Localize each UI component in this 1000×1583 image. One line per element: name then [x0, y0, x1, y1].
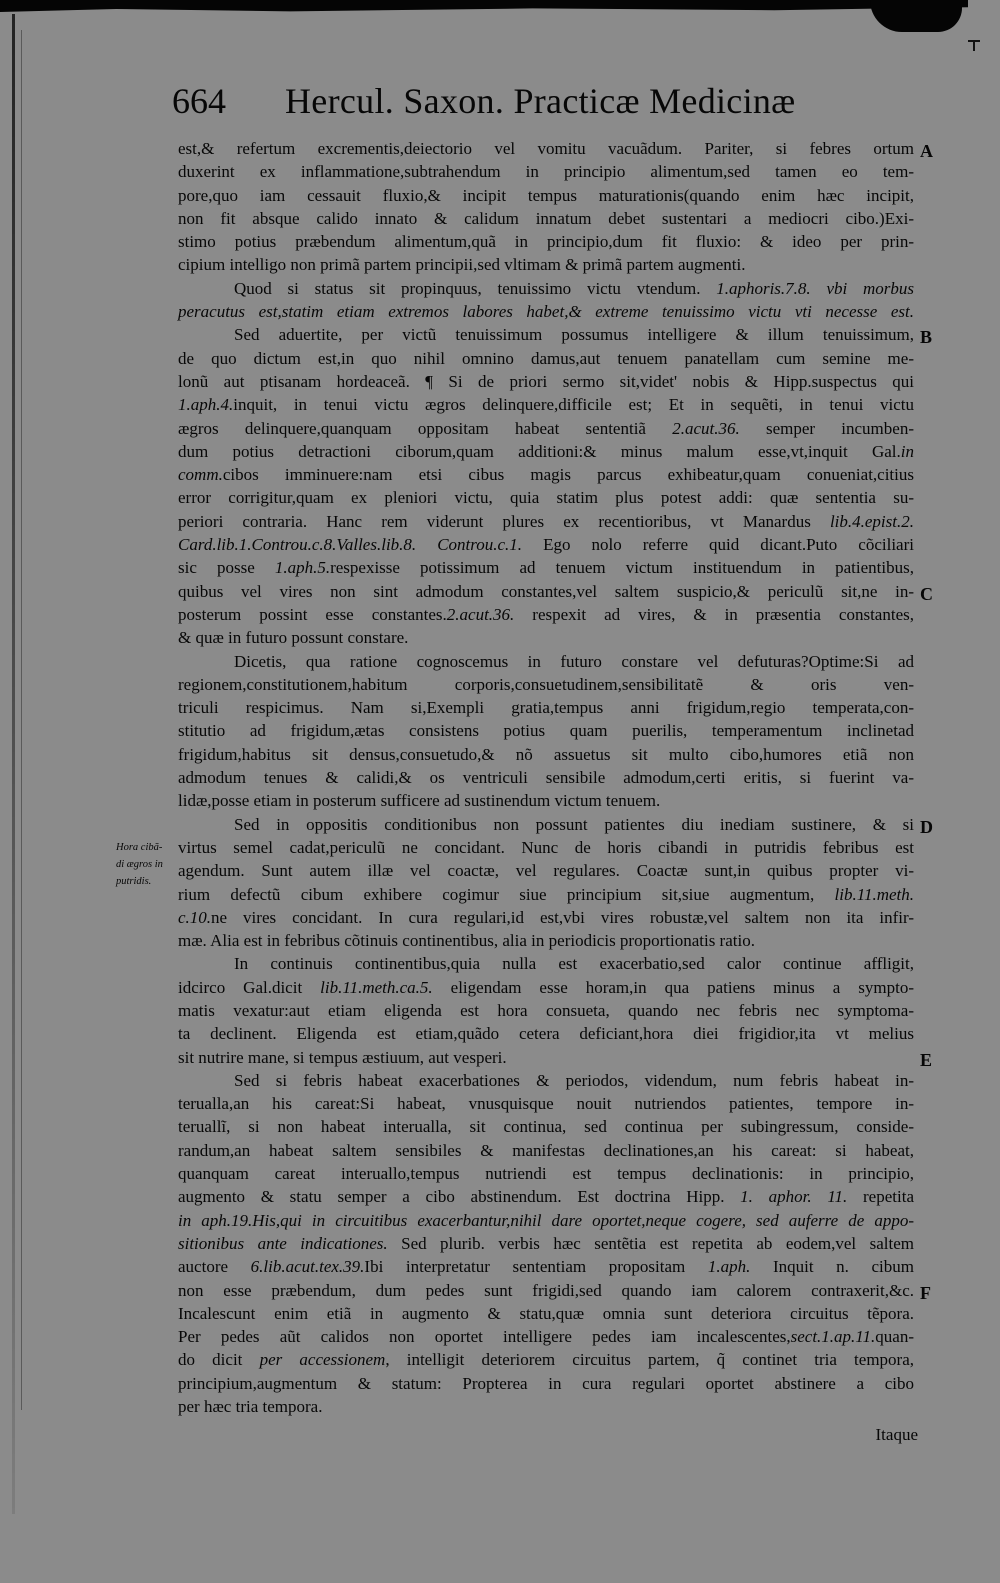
- text-run: agendum. Sunt autem illæ vel coactæ, vel regulares. Coactæ sunt,in quibus propter vi-: [178, 861, 914, 881]
- text-line: [178, 1395, 914, 1418]
- paragraph: [178, 952, 933, 1070]
- text-line: [178, 370, 914, 393]
- paragraph: [116, 813, 933, 953]
- text-line: [178, 533, 914, 556]
- text-line: [178, 1302, 914, 1325]
- citation-run: c.10.: [178, 907, 212, 927]
- text-line: [178, 510, 914, 533]
- citation-run: sect.1.ap.11.: [790, 1327, 876, 1347]
- text-line: [178, 929, 914, 952]
- text-line: [178, 300, 914, 323]
- text-run: quibus vel vires non sint admodum constantes,vel saltem suspicio,& periculũ sit,ne in-: [178, 581, 914, 601]
- text-run: principium,augmentum & statum: Propterea in cura regulari oportet abstinere a cibo: [178, 1373, 914, 1393]
- text-line: [178, 743, 914, 766]
- text-line: [178, 277, 914, 300]
- text-line: [178, 1325, 914, 1348]
- citation-run: 1. aphor. 11.: [740, 1187, 848, 1207]
- text-line: [178, 906, 914, 929]
- text-run: terualla,an his careat:Si habeat, vnusquisque nouit nutriendos patientes, tempore in-: [178, 1094, 914, 1114]
- text-run: sic posse: [178, 558, 275, 578]
- text-run: Ibi interpretatur sententiam propositam: [364, 1257, 708, 1277]
- text-run: cipium intelligo non primã partem principii,sed vltimam & primã partem augmenti.: [178, 255, 746, 275]
- scan-edge-blot: [870, 0, 962, 32]
- text-run: Per pedes aũt calidos non oportet intelligere pedes iam incalescentes,: [178, 1327, 791, 1347]
- paragraph: [178, 277, 914, 324]
- text-run: virtus semel cadat,periculũ ne concidant. Nunc de horis cibandi in putridis febribus est: [178, 837, 914, 857]
- text-run: In continuis continentibus,quia nulla est exacerbatio,sed calor continue affligit,: [234, 954, 914, 974]
- scan-corner-mark: [968, 40, 980, 52]
- text-line: [178, 883, 914, 906]
- text-run: periori contraria. Hanc rem viderunt plures ex recentioribus, vt Manardus: [178, 511, 830, 531]
- text-run: non esse præbendum, dum pedes sunt frigidi,sed quando iam calorem contraxerit,&c.: [178, 1280, 914, 1300]
- paragraph: [178, 137, 933, 277]
- text-line: [178, 1255, 914, 1278]
- text-body: [116, 137, 933, 1447]
- text-line: [178, 1022, 914, 1045]
- citation-run: per accessionem: [259, 1350, 386, 1370]
- citation-run: 2.acut.36.: [446, 604, 515, 624]
- text-line: [178, 719, 914, 742]
- text-line: [178, 440, 914, 463]
- text-run: idcirco Gal.dicit: [178, 977, 321, 997]
- citation-run: 2.acut.36.: [672, 418, 740, 438]
- text-run: Sed aduertite, per victũ tenuissimum possumus intelligere & illum tenuissimum,: [234, 325, 914, 345]
- text-run: pore,quo iam cessauit fluxio,& incipit tempus maturationis(quando enim hæc incipit,: [178, 185, 914, 205]
- margin-letter-d: D: [920, 816, 933, 837]
- scan-edge-left-line: [21, 30, 22, 1410]
- citation-run: 1.aph.5.: [274, 558, 331, 578]
- citation-run: comm.: [178, 465, 223, 485]
- text-line: [178, 999, 914, 1022]
- text-line: [178, 230, 914, 253]
- marginal-note-line: putridis.: [116, 875, 152, 887]
- text-line: [178, 207, 914, 230]
- text-line: [178, 556, 914, 579]
- catchword: Itaque: [875, 1425, 918, 1445]
- page-number: 664: [172, 81, 226, 121]
- text-run: repetita: [847, 1187, 914, 1207]
- margin-letter-c: C: [920, 583, 933, 604]
- text-line: [178, 766, 914, 789]
- citation-run: 6.lib.acut.tex.39.: [250, 1257, 365, 1277]
- text-run: per hæc tria tempora.: [178, 1397, 323, 1417]
- text-line: [178, 323, 933, 348]
- text-run: Sed plurib. verbis hæc sentẽtia est repetita ab eodem,vel saltem: [387, 1233, 914, 1253]
- text-line: [178, 417, 914, 440]
- text-line: [178, 1279, 931, 1303]
- text-line: [178, 1115, 914, 1138]
- text-run: respexisse potissimum ad tenuem victum instituendum in patientibus,: [330, 558, 914, 578]
- text-run: randum,an habeat saltem sensibiles & manifestas declinationes,an his careat: si habeat,: [178, 1140, 914, 1160]
- citation-run: lib.11.meth.: [834, 884, 914, 904]
- text-run: Sed si febris habeat exacerbationes & periodos, videndum, num febris habeat in-: [234, 1070, 914, 1090]
- text-run: triculi respicimus. Nam si,Exempli gratia,tempus anni frigidum,regio temperata,con-: [178, 698, 914, 718]
- text-run: Inquit n. cibum: [750, 1257, 914, 1277]
- text-line: [178, 813, 933, 837]
- text-run: stitutio ad frigidum,ætas consistens potius quam puerilis, temperamentum inclinetad: [178, 721, 914, 741]
- text-run: & quæ in futuro possunt constare.: [178, 628, 409, 648]
- citation-run: lib.11.meth.ca.5.: [320, 977, 433, 997]
- text-line: [178, 1372, 914, 1395]
- text-line: [178, 1139, 914, 1162]
- text-run: Dicetis, qua ratione cognoscemus in futuro constare vel defuturas?Optime:Si ad: [234, 651, 914, 671]
- citation-run: in aph.19.His,qui in circuitibus exacerbantur,nihil dare oportet,neque cogere, sed auferre de appo-: [178, 1210, 914, 1230]
- text-run: Ego nolo referre quid dicant.Puto cõciliari: [522, 535, 914, 555]
- marginal-note-line: Hora cibã-: [116, 841, 163, 853]
- text-run: sit nutrire mane, si tempus æstiuum, aut vesperi.: [178, 1047, 507, 1067]
- text-line: [178, 673, 914, 696]
- text-run: ne vires concidant. In cura regulari,id est,vbi vires robustæ,vel saltem non ita infir-: [211, 907, 914, 927]
- citation-run: 1.aphoris.7.8. vbi morbus: [716, 278, 914, 298]
- margin-letter-b: B: [920, 327, 933, 348]
- paragraph: [178, 650, 914, 813]
- text-line: [178, 347, 914, 370]
- text-run: respexit ad vires, & in præsentia constantes,: [514, 604, 914, 624]
- text-line: [178, 486, 914, 509]
- text-run: rium defectũ cibum exhibere cogimur siue principium sit,siue augmentum,: [178, 884, 835, 904]
- text-run: ta declinent. Eligenda est etiam,quãdo cetera deficiant,hora diei frigidior,ita vt melius: [178, 1024, 914, 1044]
- text-line: [178, 1348, 914, 1371]
- citation-run: peracutus est,statim etiam extremos labores habet,& extreme tenuissimo victu vti necesse est.: [178, 302, 914, 322]
- text-line: [178, 789, 914, 812]
- text-line: [178, 137, 933, 161]
- text-run: teruallĩ, si non habeat interualla, sit continua, sed continua per subingressum, conside-: [178, 1117, 914, 1137]
- citation-run: sitionibus ante indicationes.: [178, 1233, 388, 1253]
- text-run: Quod si status sit propinquus, tenuissimo victu vtendum.: [234, 278, 717, 298]
- text-line: [178, 184, 914, 207]
- text-run: regionem,constitutionem,habitum corporis,consuetudinem,sensibilitatẽ & oris ven-: [178, 674, 914, 694]
- margin-letter-a: A: [920, 141, 933, 161]
- text-run: mæ. Alia est in febribus cõtinuis continentibus, alia in periodicis proportionatis ratio.: [178, 931, 755, 951]
- paragraph: [178, 323, 933, 649]
- text-line: [178, 1046, 933, 1070]
- text-run: quan-: [875, 1327, 914, 1347]
- text-line: [178, 253, 914, 276]
- text-run: posterum possint esse constantes.: [178, 604, 447, 624]
- text-line: [178, 1069, 914, 1092]
- citation-run: 1.aph.: [707, 1257, 751, 1277]
- paragraph: [178, 1069, 931, 1418]
- text-line: [178, 160, 914, 183]
- text-line: [178, 976, 914, 999]
- running-title: Hercul. Saxon. Practicæ Medicinæ: [285, 81, 796, 121]
- text-run: est,& refertum excrementis,deiectorio vel vomitu vacuãdum. Pariter, si febres ortum: [178, 139, 914, 158]
- text-line: [178, 650, 914, 673]
- citation-run: Card.lib.1.Controu.c.8.Valles.lib.8. Controu.c.1.: [178, 535, 523, 555]
- text-run: matis vexatur:aut etiam eligenda est hora consueta, quando nec febris nec symptoma-: [178, 1000, 914, 1020]
- text-line: [178, 463, 914, 486]
- marginal-note-line: di ægros in: [116, 858, 163, 870]
- citation-run: 1.aph.4.: [178, 395, 234, 415]
- text-run: quanquam careat interuallo,tempus nutriendi est tempus declinationis: in principio,: [178, 1164, 914, 1184]
- text-run: duxerint ex inflammatione,subtrahendum in principio alimentum,sed tamen eo tem-: [178, 162, 914, 182]
- text-run: auctore: [178, 1257, 251, 1277]
- text-line: [178, 1209, 914, 1232]
- scan-edge-left: [12, 14, 15, 1514]
- text-run: Sed in oppositis conditionibus non possunt patientes diu inediam sustinere, & si: [234, 814, 914, 834]
- text-line: [178, 1185, 914, 1208]
- text-line: [178, 603, 914, 626]
- text-run: eligendam esse horam,in qua patiens minus a sympto-: [432, 977, 914, 997]
- citation-run: lib.4.epist.2.: [829, 511, 914, 531]
- text-line: [178, 393, 914, 416]
- text-line: [178, 696, 914, 719]
- text-line: [178, 952, 914, 975]
- text-run: de quo dictum est,in quo nihil omnino damus,aut tenuem panatellam cum semine me-: [178, 348, 914, 368]
- text-run: do dicit: [178, 1350, 260, 1370]
- text-run: dum potius detractioni ciborum,quam additioni:& minus malum esse,vt,inquit Gal.: [178, 441, 901, 461]
- citation-run: in: [900, 441, 914, 461]
- text-run: stimo potius præbendum alimentum,quã in principio,dum fit fluxio: & ideo per prin-: [178, 232, 914, 252]
- margin-letter-e: E: [920, 1049, 933, 1070]
- running-head: [172, 76, 912, 126]
- text-run: semper incumben-: [739, 418, 914, 438]
- scan-edge-top: [0, 0, 968, 12]
- text-run: frigidum,habitus sit densus,consuetudo,& nõ assuetus sit multo cibo,humores etiã non: [178, 744, 914, 764]
- text-run: inquit, in tenui victu ægros delinquere,difficile est; Et in sequẽti, in tenui victu: [233, 395, 914, 415]
- text-run: lonũ aut ptisanam hordeaceã. ¶ Si de priori sermo sit,videt' nobis & Hipp.suspectus qui: [178, 371, 914, 391]
- text-run: non fit absque calido innato & calidum innatum debet sustentari a mediocri cibo.)Exi-: [178, 208, 914, 228]
- text-run: Incalescunt enim etiã in augmento & statu,quæ omnia sunt deteriora circuitus tẽpora.: [178, 1303, 914, 1323]
- margin-letter-f: F: [920, 1282, 931, 1303]
- text-line: [178, 1232, 914, 1255]
- text-run: cibos imminuere:nam etsi cibus magis parcus exhibeatur,quam conueniat,citius: [222, 465, 914, 485]
- text-line: [178, 1162, 914, 1185]
- text-line: [178, 859, 914, 882]
- marginal-note: [116, 839, 174, 890]
- text-run: lidæ,posse etiam in posterum sufficere ad sustinendum victum tenuem.: [178, 791, 661, 811]
- text-run: error corrigitur,quam ex pleniori victu, quia statim plus potest addi: quæ sententia su-: [178, 488, 914, 508]
- text-line: [178, 626, 914, 649]
- text-run: admodum tenues & calidi,& os ventriculi sensibile admodum,certi eritis, si fuerint va-: [178, 768, 914, 788]
- text-line: [178, 1092, 914, 1115]
- text-run: augmento & statu semper a cibo abstinendum. Est doctrina Hipp.: [178, 1187, 741, 1207]
- text-run: , intelligit deteriorem circuitus partem, q̃ continet tria tempora,: [385, 1350, 914, 1370]
- text-run: ægros delinquere,quanquam oppositam habeat sententiã: [178, 418, 673, 438]
- text-line: [178, 580, 933, 604]
